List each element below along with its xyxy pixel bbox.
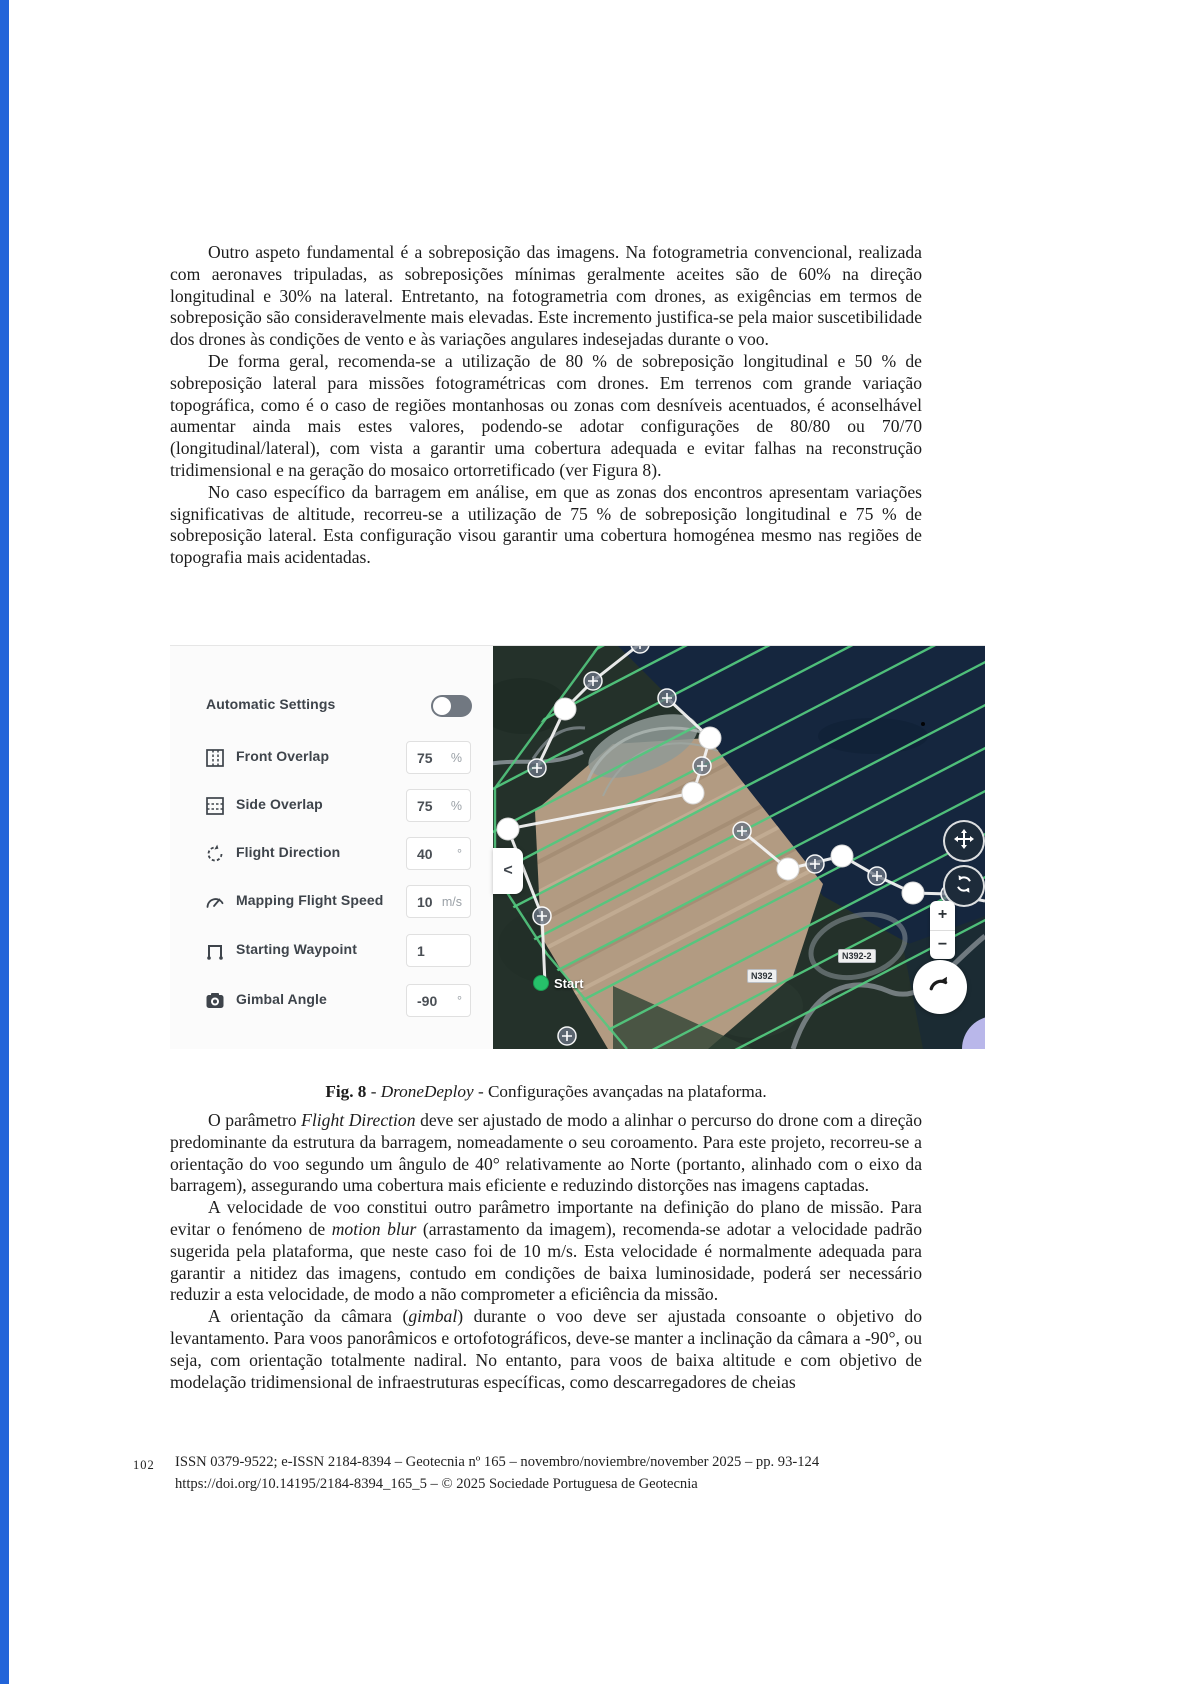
figure-number: Fig. 8 xyxy=(325,1082,367,1101)
side-overlap-input[interactable] xyxy=(406,789,471,822)
gimbal-angle-input[interactable] xyxy=(406,984,471,1017)
paragraph-text: A velocidade de voo constitui outro parâmetro importante na definição do plano de missão. Para evitar o fenómeno de xyxy=(170,1197,922,1239)
starting-waypoint-input[interactable] xyxy=(406,934,471,967)
road-label-n392: N392 xyxy=(747,969,777,983)
page-number: 102 xyxy=(133,1458,155,1472)
undo-arrow-icon xyxy=(925,970,955,1005)
caption-text: - Configurações avançadas na plataforma. xyxy=(473,1082,767,1101)
side-overlap-row xyxy=(170,788,493,824)
figure-caption xyxy=(170,1082,922,1102)
page-footer xyxy=(133,1452,933,1495)
paragraph xyxy=(170,351,922,482)
flight-direction-icon xyxy=(204,843,226,865)
front-overlap-value: 75 xyxy=(417,749,433,766)
flight-direction-unit: ° xyxy=(457,846,462,861)
dronedeploy-screenshot xyxy=(170,645,985,1049)
road-label-n392-2: N392-2 xyxy=(838,949,876,963)
mapping-flight-speed-icon xyxy=(204,891,226,913)
front-overlap-unit: % xyxy=(450,750,462,765)
gimbal-angle-icon xyxy=(204,990,226,1012)
flight-direction-row xyxy=(170,836,493,872)
gimbal-angle-row xyxy=(170,983,493,1019)
gimbal-angle-label: Gimbal Angle xyxy=(236,991,327,1007)
undo-button[interactable] xyxy=(913,960,967,1014)
paragraph-text: De forma geral, recomenda-se a utilização de 80 % de sobreposição longitudinal e 50 % de sobreposição lateral para missões fotogramétricas com drones. Em terrenos com grande variação topográfica, como é o caso de regiões montanhosas ou zonas com desníveis acentuados, é aconselhável aumentar ainda mais estes valores, podendo-se adotar configurações de 80/80 ou 70/70 (longitudinal/lateral), com vista a garantir uma cobertura adequada e evitar falhas na reconstrução tridimensional e na geração do mosaico ortorretificado (ver Figura 8). xyxy=(170,350,922,480)
pan-map-button[interactable] xyxy=(943,820,985,862)
front-overlap-icon xyxy=(204,747,226,769)
paragraph xyxy=(170,482,922,569)
gimbal-angle-unit: ° xyxy=(457,993,462,1008)
caption-separator: - xyxy=(366,1082,381,1101)
starting-waypoint-label: Starting Waypoint xyxy=(236,941,357,957)
start-dot-icon xyxy=(533,975,549,991)
paragraph xyxy=(170,242,922,351)
start-label: Start xyxy=(554,975,584,991)
paragraph-text: O parâmetro xyxy=(208,1110,302,1130)
body-text-lower xyxy=(170,1110,922,1393)
toggle-knob xyxy=(433,697,451,715)
italic-term: gimbal xyxy=(408,1306,458,1327)
paragraph xyxy=(170,1197,922,1306)
automatic-settings-label: Automatic Settings xyxy=(206,696,336,712)
automatic-settings-toggle[interactable] xyxy=(431,695,472,717)
flight-direction-input[interactable] xyxy=(406,837,471,870)
side-overlap-icon xyxy=(204,795,226,817)
zoom-out-button[interactable]: − xyxy=(937,935,948,953)
paragraph-text: ) durante o voo deve ser ajustada consoante o objetivo do levantamento. Para voos panorâmicos e ortofotográficos, deve-se manter a inclinação da câmara a -90°, ou seja, com orientação totalmente nadiral. No entanto, para voos de baixa altitude e com objetivo de modelação tridimensional de infraestruturas específicas, como descarregadores de cheias xyxy=(170,1306,922,1392)
footer-doi-line: https://doi.org/10.14195/2184-8394_165_5 – © 2025 Sociedade Portuguesa de Geotecnia xyxy=(175,1475,698,1492)
body-text-upper xyxy=(170,242,922,569)
mapping-flight-speed-unit: m/s xyxy=(441,894,462,909)
italic-term: Flight Direction xyxy=(301,1110,416,1130)
paragraph-text: Outro aspeto fundamental é a sobreposição das imagens. Na fotogrametria convencional, realizada com aeronaves tripuladas, as sobreposições mínimas geralmente aceites são de 60% na direção longitudinal e 30% na lateral. Entretanto, na fotogrametria com drones, as exigências em termos de sobreposição são consideravelmente mais elevadas. Este incremento justifica-se pela maior suscetibilidade dos drones às condições de vento e às variações angulares indesejadas durante o voo. xyxy=(170,242,922,350)
mapping-flight-speed-value: 10 xyxy=(417,893,433,910)
mapping-flight-speed-input[interactable] xyxy=(406,885,471,918)
front-overlap-label: Front Overlap xyxy=(236,748,330,764)
panel-collapse-button[interactable]: < xyxy=(493,848,523,894)
side-overlap-label: Side Overlap xyxy=(236,796,323,812)
paragraph-text: (arrastamento da imagem), recomenda-se adotar a velocidade padrão sugerida pela plataforma, que neste caso foi de 10 m/s. Esta velocidade é normalmente adequada para garantir a nitidez das imagens, contudo em condições de baixa luminosidade, poderá ser necessário reduzir a esta velocidade, de modo a não comprometer a eficiência da missão. xyxy=(170,1218,922,1305)
move-arrows-icon xyxy=(952,827,976,856)
paragraph xyxy=(170,1110,922,1197)
footer-issn-line: ISSN 0379-9522; e-ISSN 2184-8394 – Geotecnia nº 165 – novembro/noviembre/november 2025 – pp. 93-124 xyxy=(175,1454,820,1470)
zoom-controls xyxy=(930,901,955,959)
mapping-flight-speed-row xyxy=(170,884,493,920)
zoom-in-button[interactable]: + xyxy=(937,906,948,924)
front-overlap-input[interactable] xyxy=(406,741,471,774)
flight-direction-value: 40 xyxy=(417,845,433,862)
mapping-flight-speed-label: Mapping Flight Speed xyxy=(236,892,384,908)
flight-direction-label: Flight Direction xyxy=(236,844,341,860)
italic-term: motion blur xyxy=(331,1218,417,1239)
page-left-edge-strip xyxy=(0,0,9,1684)
paragraph-text: deve ser ajustado de modo a alinhar o percurso do drone com a direção predominante da estrutura da barragem, nomeadamente o seu coroamento. Para este projeto, recorreu-se a orientação do voo segundo um ângulo de 40° relativamente ao Norte (portanto, alinhado com o eixo da barragem), assegurando uma cobertura mais eficiente e reduzindo distorções nas imagens captadas. xyxy=(170,1110,922,1196)
paragraph-text: A orientação da câmara ( xyxy=(208,1306,409,1327)
start-waypoint-marker[interactable] xyxy=(533,975,584,991)
paragraph xyxy=(170,1306,922,1393)
paragraph-text: No caso específico da barragem em análise, em que as zonas dos encontros apresentam variações significativas de altitude, recorreu-se a utilização de 75 % de sobreposição longitudinal e 75 % de sobreposição lateral. Esta configuração visou garantir uma cobertura homogénea mesmo nas regiões de topografia mais acidentadas. xyxy=(170,481,922,568)
platform-name: DroneDeploy xyxy=(380,1082,474,1101)
side-overlap-value: 75 xyxy=(417,797,433,814)
starting-waypoint-row xyxy=(170,933,493,969)
side-overlap-unit: % xyxy=(450,798,462,813)
circular-arrows-icon xyxy=(953,873,975,900)
front-overlap-row xyxy=(170,740,493,776)
gimbal-angle-value: -90 xyxy=(417,992,438,1009)
starting-waypoint-icon xyxy=(204,940,226,962)
automatic-settings-row xyxy=(170,688,493,724)
flight-settings-panel xyxy=(170,646,493,1049)
starting-waypoint-value: 1 xyxy=(417,942,425,959)
